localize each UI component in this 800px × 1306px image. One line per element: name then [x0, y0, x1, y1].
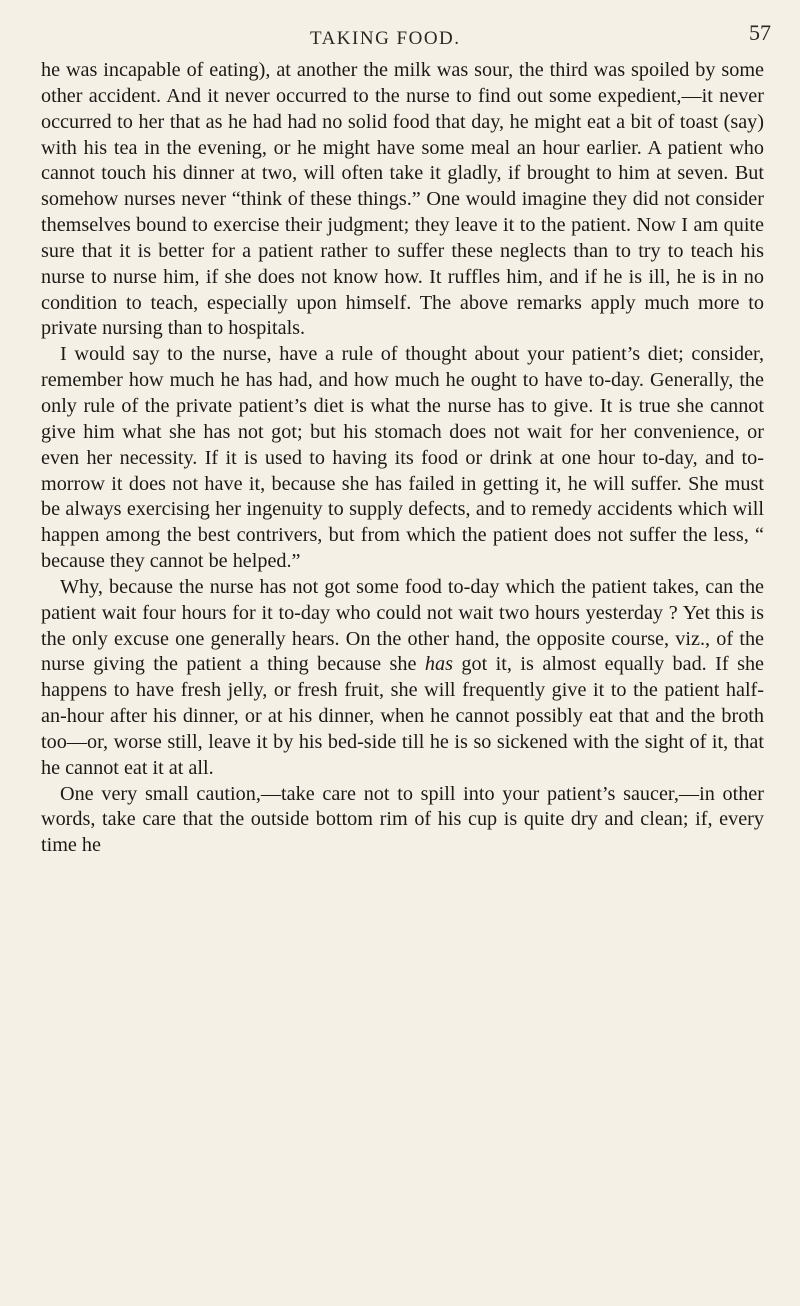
paragraph-waiting-food [41, 575, 764, 782]
paragraph-waiting-food-before: Why, because the nurse has not got some food to-day which the patient takes, can the patient wait four hours for it to-day who could not wait two hours yesterday ? Yet this is the only excuse one generally hears. On the other hand, the opposite course, viz., of the nurse giving the patient a thing because she [41, 575, 764, 676]
paragraph-waiting-food-after: got it, is almost equally bad. If she happens to have fresh jelly, or fresh fruit, she will frequently give it to the patient half-an-hour after his dinner, or at his dinner, when he cannot possibly eat that and the broth too—or, worse still, leave it by his bed-side till he is so sickened with the sight of it, that he cannot eat it at all. [41, 653, 765, 779]
page-header [40, 20, 775, 56]
page-number: 57 [749, 20, 771, 45]
paragraph-continued: he was incapable of eating), at another the milk was sour, the third was spoiled by some other accident. And it never occurred to the nurse to find out some expedient,—it never occurred to her that as he had had no solid food that day, he might eat a bit of toast (say) with his tea in the evening, or he might have some meal an hour earlier. A patient who cannot touch his dinner at two, will often take it gladly, if brought to him at seven. But somehow nurses never “think of these things.” One would imagine they did not consider themselves bound to exercise their judgment; they leave it to the patient. Now I am quite sure that it is better for a patient rather to suffer these neglects than to try to teach his nurse to nurse him, if she does not know how. It ruffles him, and if he is ill, he is in no condition to teach, especially upon himself. The above remarks apply much more to private nursing than to hospitals. [41, 59, 764, 340]
paragraph-diet-rule: I would say to the nurse, have a rule of thought about your patient’s diet; consider, remember how much he has had, and how much he ought to have to-day. Generally, the only rule of the private patient’s diet is what the nurse has to give. It is true she cannot give him what she has not got; but his stomach does not wait for her convenience, or even her necessity. If it is used to having its food or drink at one hour to-day, and to-morrow it does not have it, because she has failed in getting it, he will suffer. She must be always exercising her ingenuity to supply defects, and to remedy accidents which will happen among the best contrivers, but from which the patient does not suffer the less, “ because they cannot be helped.” [41, 343, 764, 573]
running-head: TAKING FOOD. [310, 28, 461, 49]
body-text [41, 58, 764, 859]
paragraph-caution: One very small caution,—take care not to spill into your patient’s saucer,—in other words, take care that the outside bottom rim of his cup is quite dry and clean; if, every time he [41, 782, 764, 857]
emphasized-word: has [424, 653, 453, 676]
